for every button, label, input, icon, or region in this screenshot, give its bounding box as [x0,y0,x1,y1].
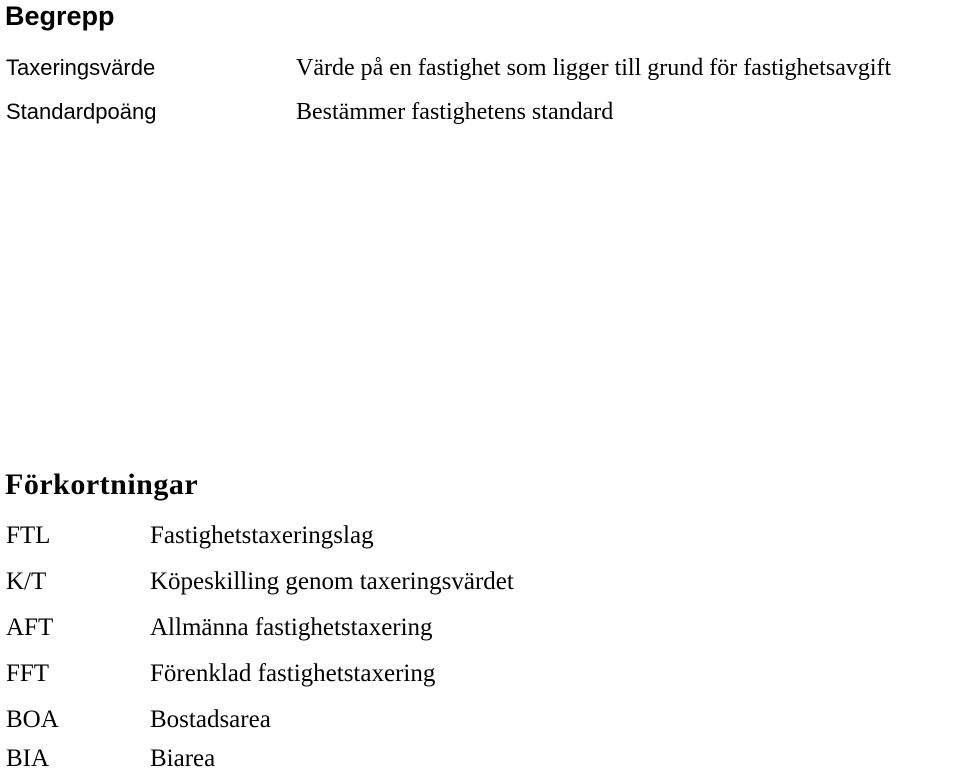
abbreviation-meaning: Köpeskilling genom taxeringsvärdet [150,568,514,595]
abbreviation-row-ftl [0,519,960,553]
abbreviation-meaning: Fastighetstaxeringslag [150,522,374,549]
abbreviation-code: AFT [6,614,54,641]
abbreviation-meaning: Förenklad fastighetstaxering [150,660,436,687]
abbreviation-code: BOA [6,706,59,733]
abbreviation-row-aft [0,611,960,645]
abbreviation-meaning: Allmänna fastighetstaxering [150,614,433,641]
abbreviations-heading: Förkortningar [5,468,199,501]
term-definition: Värde på en fastighet som ligger till grund för fastighetsavgift [296,55,892,81]
abbreviation-code: K/T [6,568,47,595]
term-definition: Bestämmer fastighetens standard [296,99,614,125]
abbreviation-code: BIA [6,745,50,772]
abbreviation-row-bia [0,742,960,776]
abbreviation-code: FTL [6,522,51,549]
term-name: Standardpoäng [6,99,157,124]
abbreviation-row-fft [0,657,960,691]
abbreviation-row-kt [0,565,960,599]
term-name: Taxeringsvärde [6,55,156,80]
abbreviation-meaning: Biarea [150,745,216,772]
abbreviation-code: FFT [6,660,50,687]
abbreviation-row-boa [0,703,960,737]
abbreviation-meaning: Bostadsarea [150,706,271,733]
term-row-taxeringsvarde [0,52,960,84]
terms-heading: Begrepp [5,1,115,31]
term-row-standardpoang [0,96,960,128]
